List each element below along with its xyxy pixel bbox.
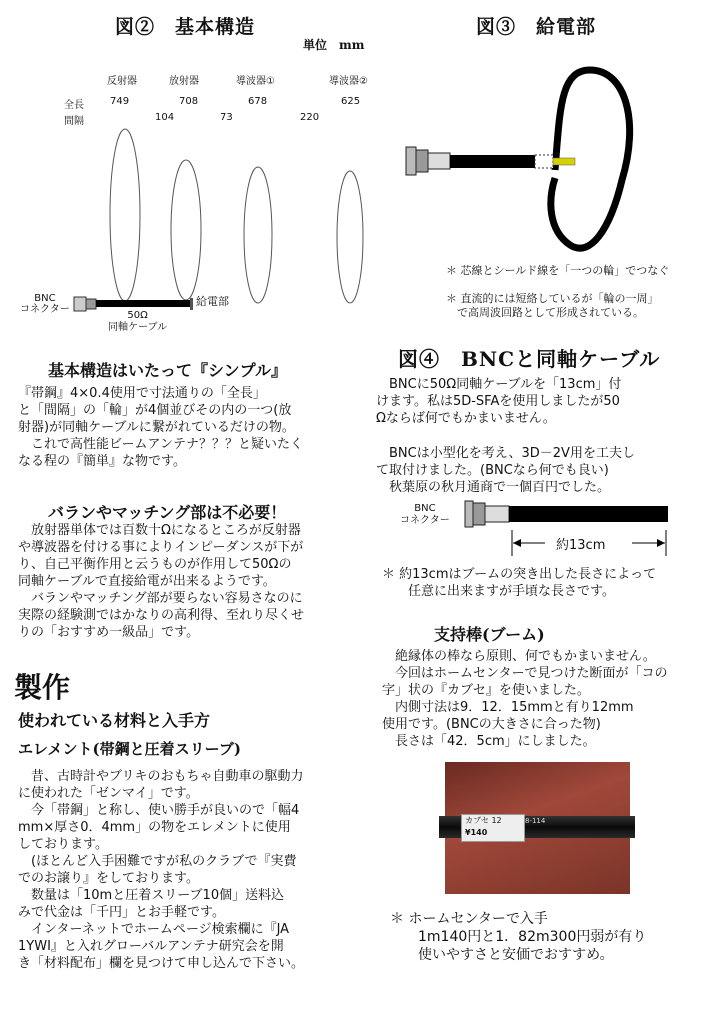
fig3-note2: ＊ 直流的には短絡しているが「輪の一周」 で高周波回路として形成されている。 — [446, 292, 659, 319]
balun-text: 放射器単体では百数十Ωになるところが反射器 や導波器を付ける事によりインピーダンスが下が り、自己平衡作用と云うものが作用して50Ωの 同軸ケーブルで直接給電が出来るようです。 バランやマッチング部が要らない容易さなのに 実際の経験測ではかなりの高利得、至れり尽くせ りの「おすすめ一級品」です。 — [18, 523, 305, 640]
spacing-value: 220 — [300, 112, 320, 123]
fig4-note: ＊ 約13cmはブームの突き出した長さによって 任意に出来ますが手頃な長さです。 — [382, 567, 657, 599]
price-tag-name: カブセ 12 — [465, 816, 502, 825]
price-tag — [461, 814, 525, 842]
fig2-coax-label: 50Ω 同軸ケーブル — [108, 310, 168, 333]
price-tag-code: 8-114 — [525, 817, 546, 825]
spacing-label: 間隔 — [64, 116, 84, 127]
bnc-connector-icon — [465, 501, 509, 527]
boom-text: 絶縁体の棒なら原則、何でもかまいません。 今回はホームセンターで見つけた断面が「コの 字」状の『カブセ』を使いました。 内側寸法は9．12．15mmと有り12mm 使用です。(BNCの大きさに合った物) 長さは「42．5cm」にしました。 — [382, 649, 668, 749]
length-value: 708 — [179, 96, 199, 107]
fig2-feed-label: 給電部 — [196, 295, 229, 308]
fig4-text2: BNCは小型化を考え、3D－2V用を工夫し て取付けました。(BNCなら何でも良い) 秋葉原の秋月通商で一個百円でした。 — [376, 446, 635, 495]
col-director1: 導波器① — [236, 76, 275, 87]
price-tag-price: ¥140 — [465, 828, 488, 837]
length-label: 全長 — [64, 100, 84, 111]
fig4-length-label: 約13cm — [556, 538, 606, 553]
boom-heading: 支持棒(ブーム) — [434, 625, 545, 644]
spacing-value: 73 — [220, 112, 233, 123]
fig3-title: 図③ 給電部 — [476, 16, 597, 38]
length-value: 678 — [248, 96, 268, 107]
coax-cable — [509, 506, 668, 522]
fig2-bnc-label: BNC コネクター — [20, 293, 70, 315]
fig3-note1: ＊ 芯線とシールド線を「一つの輪」でつなぐ — [446, 264, 670, 277]
materials-heading: 使われている材料と入手方 — [18, 711, 211, 730]
length-value: 625 — [341, 96, 361, 107]
boom-photo — [445, 762, 630, 894]
length-value: 749 — [110, 96, 130, 107]
boom-note: ＊ ホームセンターで入手 1m140円と1．82m300円弱が有り 使いやすさと安価でおすすめ。 — [390, 911, 647, 963]
col-radiator: 放射器 — [169, 76, 199, 87]
simple-heading: 基本構造はいたって『シンプル』 — [48, 361, 287, 380]
balun-heading: バランやマッチング部は不必要！ — [48, 503, 287, 522]
fig4-text1: BNCに50Ω同軸ケーブルを「13cm」付 けます。私は5D-SFAを使用しましたが50 Ωならば何でもかまいません。 — [376, 377, 622, 426]
col-reflector: 反射器 — [107, 76, 137, 87]
element-text: 昔、古時計やブリキのおもちゃ自動車の駆動力 に使われた「ゼンマイ」です。 今「帯鋼」と称し、使い勝手が良いので「幅4 mm×厚さ0．4mm」の物をエレメントに使用 しております。 (ほとんど入手困難ですが私のクラブで『実費 でのお譲り』をしております。 数量は「10mと圧着スリーブ10個」送料込 みで代金は「千円」とお手軽です。 インターネットでホームページ検索欄に『JA 1YWI』と入れグローバルアンテナ研究会を開 き「材料配布」欄を見つけて申し込んで下さい。 — [18, 769, 305, 971]
fig4-title: 図④ BNCと同軸ケーブル — [398, 347, 661, 371]
col-director2: 導波器② — [329, 76, 368, 87]
spacing-value: 104 — [155, 112, 175, 123]
fig2-title: 図② 基本構造 — [115, 16, 256, 38]
fig4-bnc-label: BNC コネクター — [400, 503, 450, 526]
element-heading: エレメント(帯鋼と圧着スリーブ) — [18, 740, 241, 758]
making-heading: 製作 — [14, 671, 71, 704]
simple-text: 『帯鋼』4×0.4使用で寸法通りの「全長」 と「間隔」の「輪」が4個並びその内の一つ(放 射器)が同軸ケーブルに繋がれているだけの物。 これで高性能ビームアンテナ？？？と疑いたく なる程の『簡単』な物です。 — [18, 386, 303, 469]
fig2-unit: 単位 mm — [303, 38, 365, 52]
